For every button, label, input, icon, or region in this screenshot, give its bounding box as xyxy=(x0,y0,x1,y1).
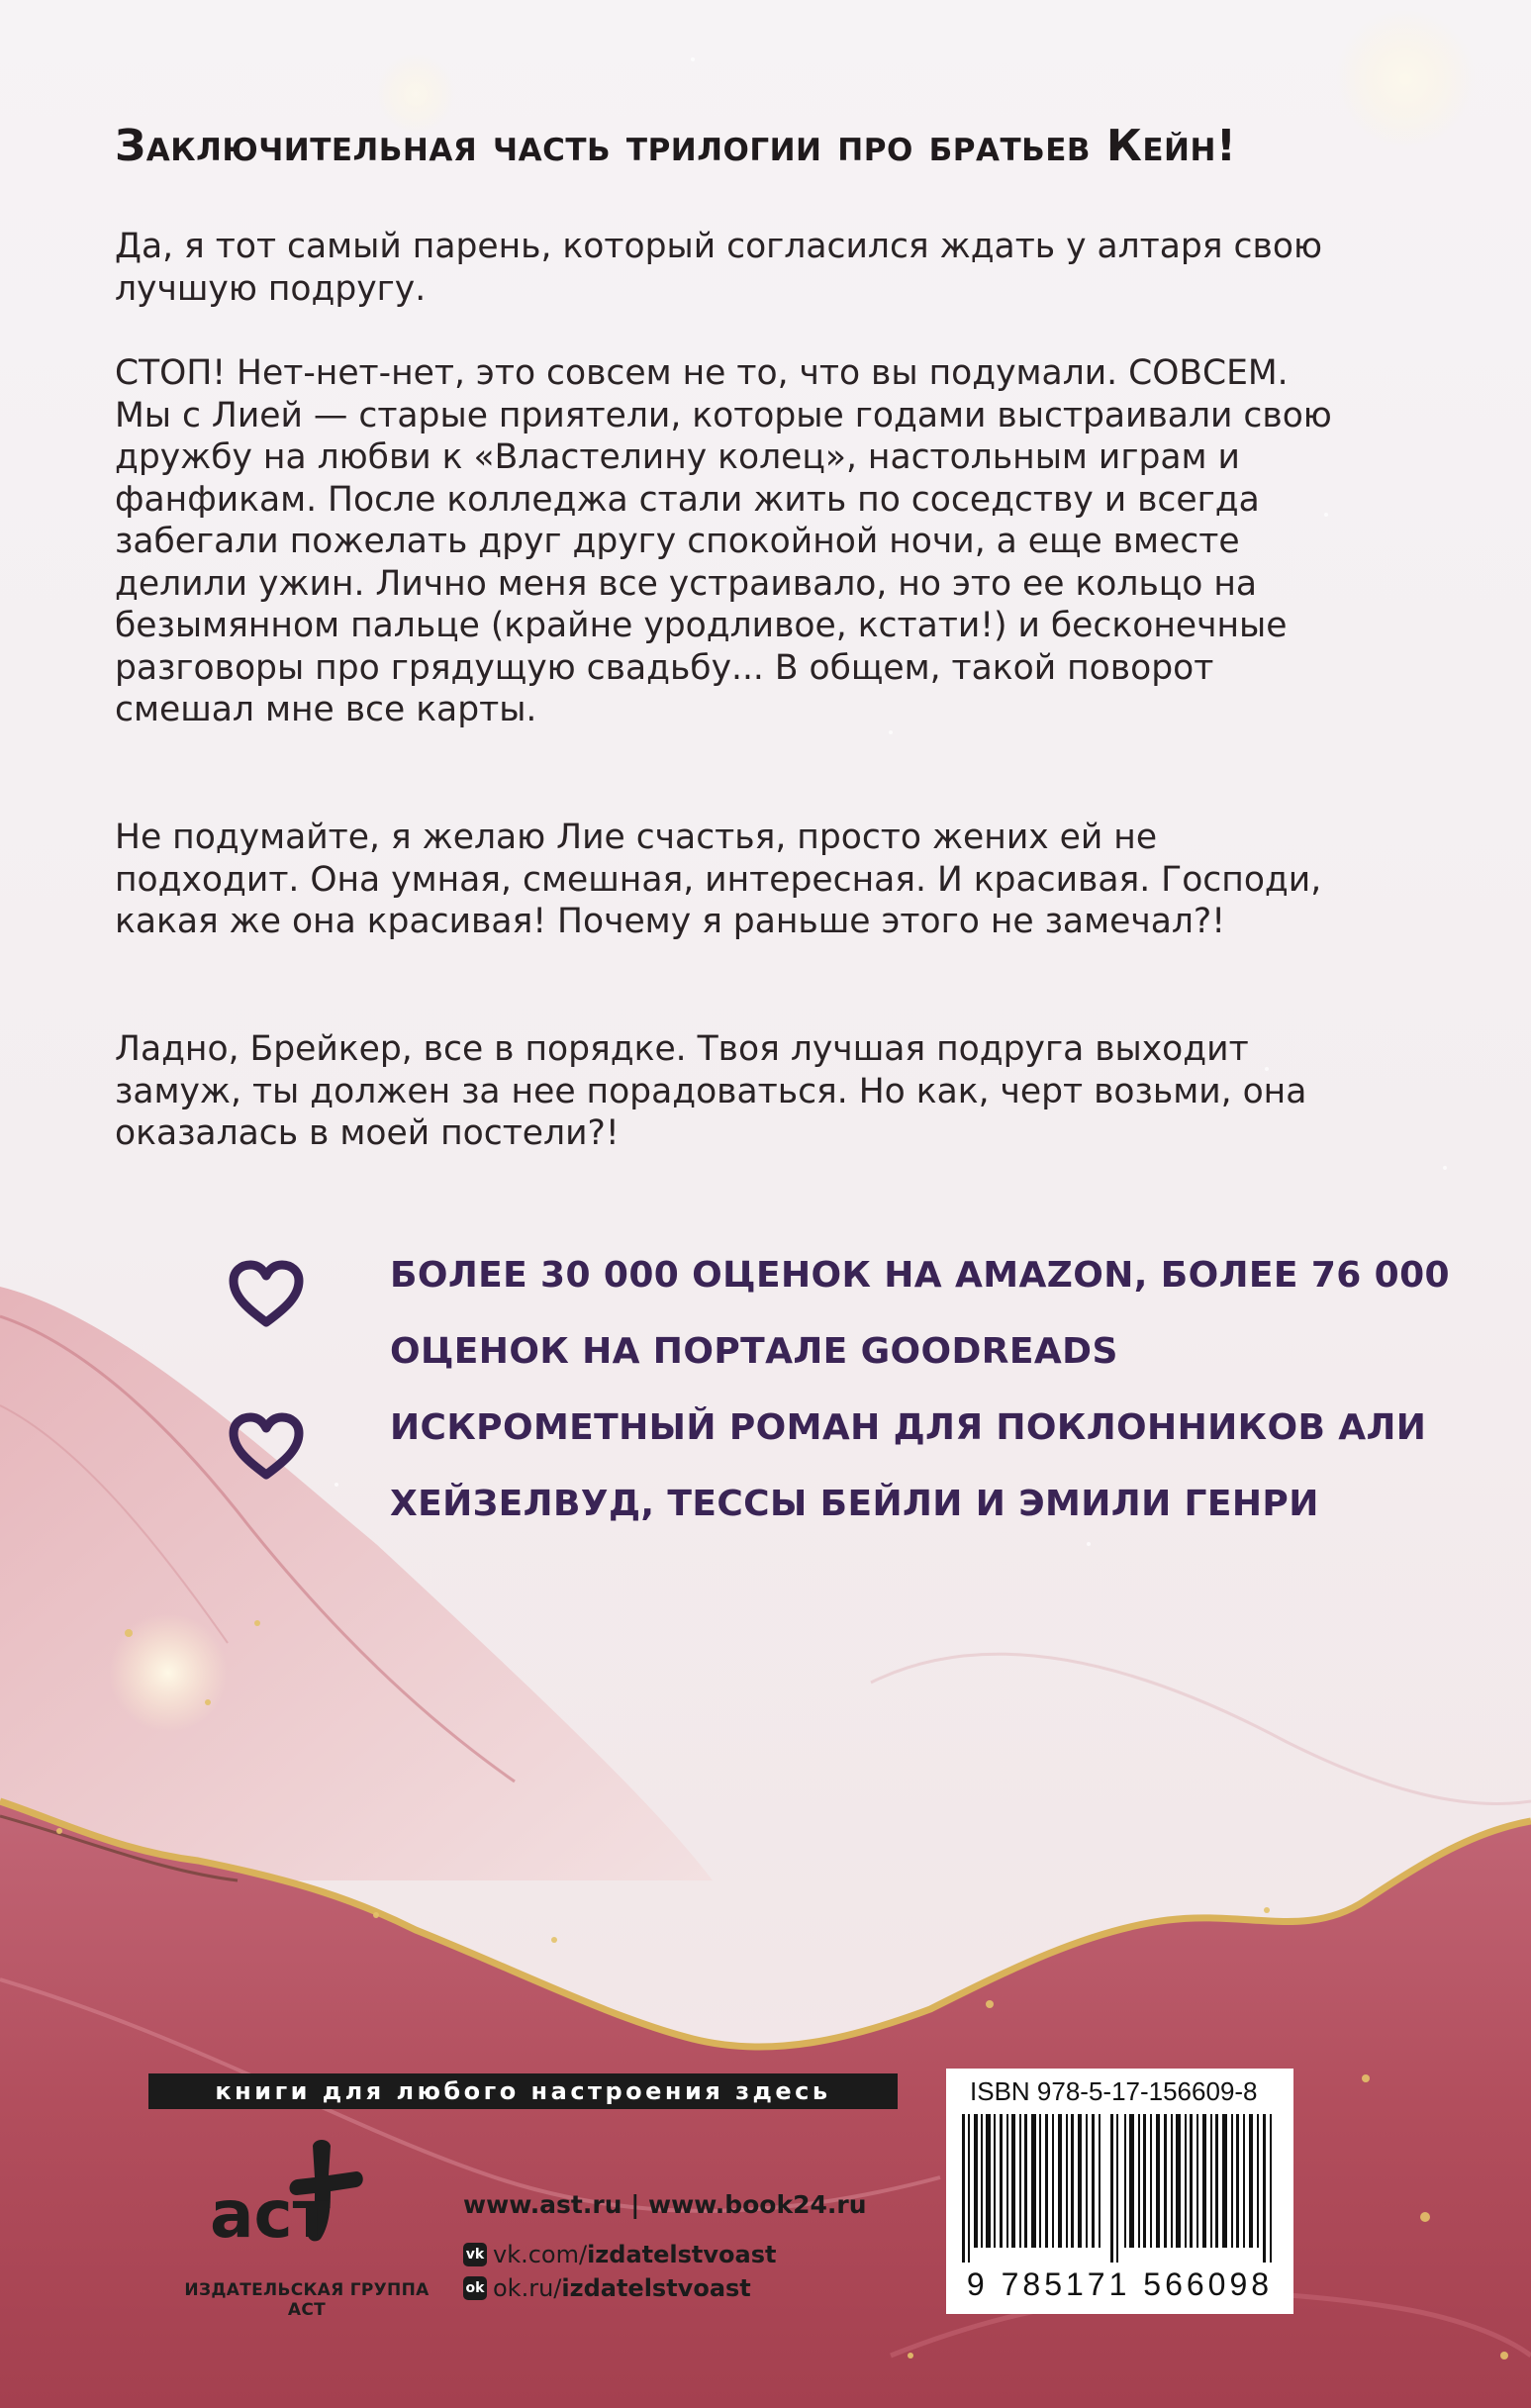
vk-icon: vk xyxy=(463,2243,487,2266)
ast-logo xyxy=(206,2128,384,2247)
feature-text-line: ИСКРОМЕТНЫЙ РОМАН ДЛЯ ПОКЛОННИКОВ АЛИ xyxy=(390,1407,1427,1448)
blurb-paragraph-1: Да, я тот самый парень, который согласился ждать у алтаря свою лучшую подругу. xyxy=(115,227,1322,309)
blurb-paragraph-2: СТОП! Нет-нет-нет, это совсем не то, что вы подумали. СОВСЕМ. Мы с Лией — старые приятели, которые годами выстраивали свою дружбу на любви к «Властелину колец», настольным играм и фанфикам. После колледжа стали жить по соседству и всегда забегали пожелать друг другу спокойной ночи, а еще вместе делили ужин. Лично меня все устраивало, но это ее кольцо на безымянном пальце (крайне уродливое, кстати!) и бесконечные разговоры про грядущую свадьбу... В общем, такой поворот смешал мне все карты. xyxy=(115,353,1332,729)
logo-text: аст xyxy=(210,2176,331,2247)
ok-link-handle: izdatelstvoast xyxy=(561,2274,751,2302)
feature-text-line: БОЛЕЕ 30 000 ОЦЕНОК НА AMAZON, БОЛЕЕ 76 000 xyxy=(390,1255,1451,1296)
barcode-digits: 9 785171 566098 xyxy=(966,2266,1274,2302)
publisher-websites[interactable]: www.ast.ru | www.book24.ru xyxy=(463,2190,867,2219)
ok-icon: ok xyxy=(463,2276,487,2300)
heart-outline-icon xyxy=(228,1411,305,1483)
blurb-paragraph-3: Не подумайте, я желаю Лие счастья, просто жених ей не подходит. Она умная, смешная, интересная. И красивая. Господи, какая же она красивая! Почему я раньше этого не замечал?! xyxy=(115,818,1322,941)
blurb-paragraph-4: Ладно, Брейкер, все в порядке. Твоя лучшая подруга выходит замуж, ты должен за нее порадоваться. Но как, черт возьми, она оказалась в моей постели?! xyxy=(115,1029,1307,1153)
barcode-image xyxy=(960,2114,1282,2263)
vk-link[interactable] xyxy=(463,2241,776,2268)
ok-link-prefix: ok.ru/ xyxy=(493,2274,562,2302)
ok-link[interactable] xyxy=(463,2274,751,2302)
vk-link-prefix: vk.com/ xyxy=(493,2241,588,2268)
heart-outline-icon xyxy=(228,1259,305,1330)
feature-text-line: ХЕЙЗЕЛВУД, ТЕССЫ БЕЙЛИ И ЭМИЛИ ГЕНРИ xyxy=(390,1484,1319,1524)
feature-text-line: ОЦЕНОК НА ПОРТАЛЕ GOODREADS xyxy=(390,1331,1118,1372)
vk-link-handle: izdatelstvoast xyxy=(587,2241,777,2268)
isbn-number: ISBN 978-5-17-156609-8 xyxy=(970,2076,1258,2106)
cover-headline: Заключительная часть трилогии про братьев Кейн! xyxy=(115,121,1237,171)
tagline-banner: книги для любого настроения здесь xyxy=(148,2073,898,2109)
publisher-name: ИЗДАТЕЛЬСКАЯ ГРУППА АСТ xyxy=(184,2280,430,2320)
isbn-barcode-box xyxy=(946,2069,1293,2314)
